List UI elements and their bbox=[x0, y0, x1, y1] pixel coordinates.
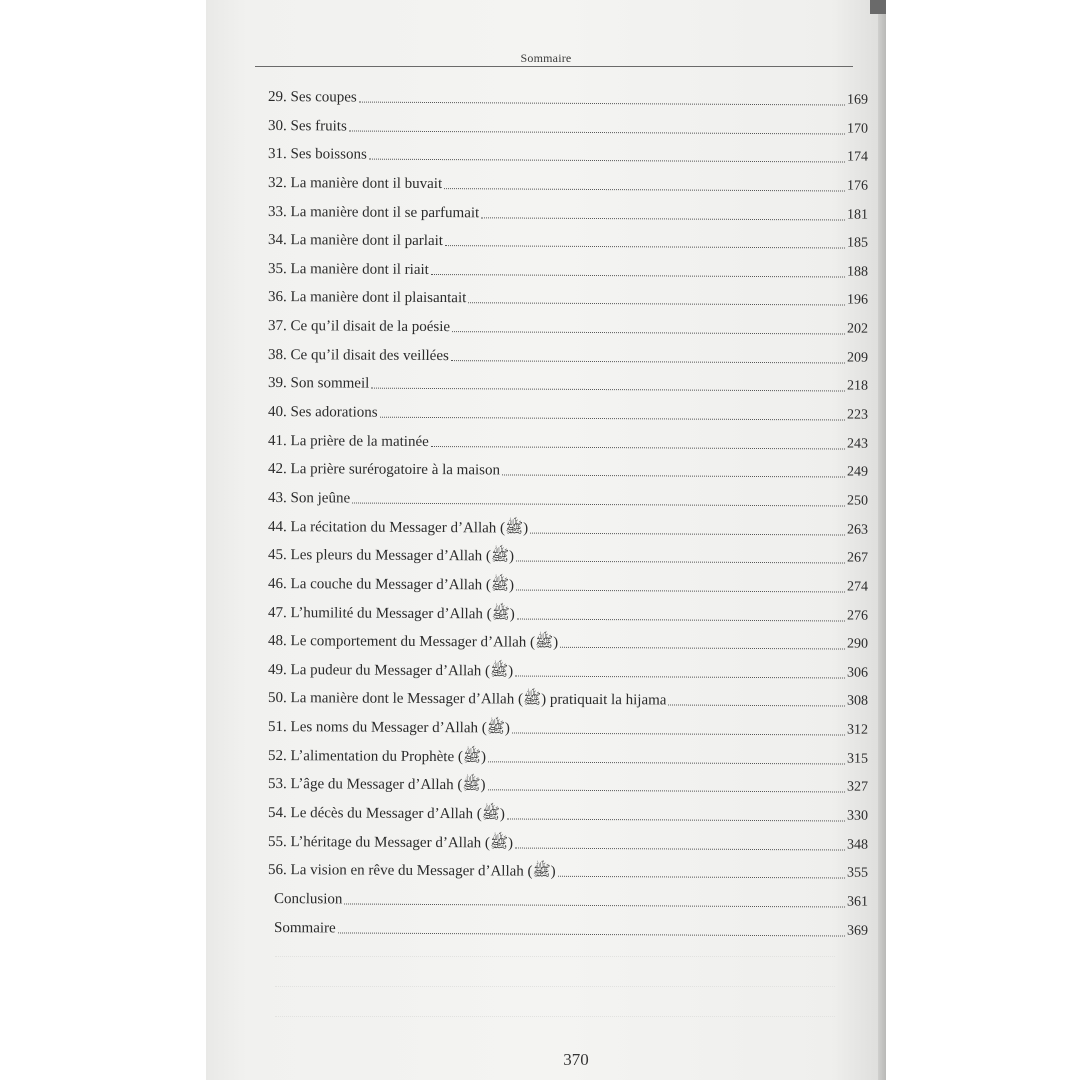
toc-entry-page: 274 bbox=[847, 579, 869, 595]
dot-leader bbox=[445, 244, 845, 248]
dot-leader bbox=[516, 588, 845, 592]
toc-entry bbox=[268, 650, 868, 682]
toc-entry bbox=[268, 335, 868, 367]
toc-entry-page: 348 bbox=[847, 836, 869, 852]
toc-entry-title: 32. La manière dont il buvait bbox=[268, 174, 443, 192]
toc-entry-title: 44. La récitation du Messager d’Allah (ﷺ) bbox=[268, 518, 529, 536]
toc-entry-title: 45. Les pleurs du Messager d’Allah (ﷺ) bbox=[268, 546, 515, 565]
toc-entry-title: 50. La manière dont le Messager d’Allah (ﷺ) pratiquait la hijama bbox=[268, 690, 667, 709]
show-through-line bbox=[275, 1015, 835, 1017]
dot-leader bbox=[558, 875, 845, 879]
dot-leader bbox=[517, 617, 845, 621]
toc-entry-page: 315 bbox=[847, 750, 869, 767]
toc-entry-title: Conclusion bbox=[274, 890, 343, 908]
toc-entry bbox=[268, 478, 868, 510]
toc-entry-page: 243 bbox=[847, 435, 869, 451]
toc-entry-title: 38. Ce qu’il disait des veillées bbox=[268, 346, 449, 364]
dot-leader bbox=[515, 674, 845, 678]
toc-entry-title: Sommaire bbox=[274, 919, 336, 936]
toc-entry-page: 249 bbox=[847, 464, 869, 480]
dot-leader bbox=[481, 216, 845, 220]
toc-entry-page: 223 bbox=[847, 407, 869, 423]
toc-entry bbox=[268, 822, 868, 854]
dot-leader bbox=[515, 846, 845, 850]
toc-entry-title: 37. Ce qu’il disait de la poésie bbox=[268, 317, 451, 335]
toc-entry-title: 49. La pudeur du Messager d’Allah (ﷺ) bbox=[268, 661, 514, 679]
toc-entry bbox=[268, 392, 868, 424]
toc-entry-title: 40. Ses adorations bbox=[268, 403, 378, 421]
page-number: 370 bbox=[563, 1050, 589, 1069]
toc-entry-title: 42. La prière surérogatoire à la maison bbox=[268, 460, 501, 479]
dot-leader bbox=[502, 473, 845, 477]
toc-entry-title: 53. L’âge du Messager d’Allah (ﷺ) bbox=[268, 776, 486, 794]
toc-entry-page: 267 bbox=[847, 550, 869, 566]
dot-leader bbox=[431, 444, 845, 449]
table-of-contents bbox=[268, 77, 868, 936]
show-through-line bbox=[275, 985, 835, 987]
toc-entry bbox=[268, 421, 868, 453]
toc-entry bbox=[268, 106, 868, 138]
toc-entry-page: 218 bbox=[847, 378, 869, 394]
toc-entry-page: 276 bbox=[847, 607, 869, 623]
dot-leader bbox=[338, 931, 845, 936]
dot-leader bbox=[516, 559, 845, 563]
dot-leader bbox=[452, 330, 845, 334]
dot-leader bbox=[380, 415, 845, 420]
header-rule bbox=[255, 66, 853, 67]
dot-leader bbox=[369, 158, 845, 163]
toc-entry-title: 47. L’humilité du Messager d’Allah (ﷺ) bbox=[268, 604, 515, 622]
toc-entry-title: 54. Le décès du Messager d’Allah (ﷺ) bbox=[268, 804, 505, 823]
toc-entry-title: 33. La manière dont il se parfumait bbox=[268, 203, 480, 221]
dot-leader bbox=[349, 129, 845, 134]
toc-entry bbox=[268, 277, 868, 309]
toc-entry-page: 312 bbox=[847, 722, 869, 738]
toc-entry bbox=[268, 564, 868, 596]
toc-entry bbox=[268, 764, 868, 796]
toc-entry-title: 43. Son jeûne bbox=[268, 489, 351, 507]
toc-entry-page: 196 bbox=[847, 292, 869, 308]
toc-entry bbox=[268, 77, 868, 109]
toc-entry bbox=[268, 363, 868, 395]
dot-leader bbox=[530, 531, 845, 535]
toc-entry-page: 185 bbox=[847, 235, 869, 251]
toc-entry-page: 188 bbox=[847, 264, 869, 280]
toc-entry-title: 39. Son sommeil bbox=[268, 375, 370, 392]
toc-entry bbox=[268, 192, 868, 224]
toc-entry-page: 361 bbox=[847, 894, 869, 910]
toc-entry-title: 31. Ses boissons bbox=[268, 145, 367, 163]
dot-leader bbox=[359, 100, 845, 105]
toc-entry-title: 34. La manière dont il parlait bbox=[268, 231, 444, 249]
toc-entry bbox=[268, 449, 868, 481]
page-corner-shadow bbox=[870, 0, 886, 14]
toc-entry bbox=[268, 249, 868, 281]
dot-leader bbox=[444, 187, 845, 191]
toc-entry-page: 169 bbox=[847, 92, 869, 108]
toc-entry-page: 263 bbox=[847, 521, 869, 537]
show-through-line bbox=[275, 955, 835, 957]
running-header: Sommaire bbox=[520, 51, 572, 65]
dot-leader bbox=[431, 272, 845, 277]
toc-entry bbox=[268, 306, 868, 338]
dot-leader bbox=[488, 788, 845, 792]
toc-entry bbox=[268, 163, 868, 195]
toc-entry-title: 29. Ses coupes bbox=[268, 88, 357, 106]
toc-entry-title: 52. L’alimentation du Prophète (ﷺ) bbox=[268, 747, 487, 765]
toc-entry bbox=[268, 621, 868, 653]
toc-entry bbox=[268, 736, 868, 768]
toc-entry-page: 308 bbox=[847, 693, 869, 709]
toc-entry bbox=[268, 535, 868, 567]
toc-entry-title: 41. La prière de la matinée bbox=[268, 432, 429, 450]
toc-entry bbox=[268, 507, 868, 539]
toc-entry bbox=[268, 707, 868, 739]
toc-entry-title: 48. Le comportement du Messager d’Allah (ﷺ) bbox=[268, 632, 559, 651]
toc-entry-page: 209 bbox=[847, 349, 869, 366]
toc-entry bbox=[268, 879, 868, 911]
toc-entry-page: 290 bbox=[847, 636, 869, 652]
toc-entry-page: 170 bbox=[847, 120, 869, 136]
toc-entry-page: 369 bbox=[847, 922, 869, 938]
toc-entry-title: 46. La couche du Messager d’Allah (ﷺ) bbox=[268, 575, 515, 594]
toc-entry-page: 250 bbox=[847, 493, 869, 509]
toc-entry bbox=[268, 850, 868, 882]
page-edge bbox=[878, 0, 886, 1080]
toc-entry bbox=[268, 593, 868, 625]
toc-entry-title: 56. La vision en rêve du Messager d’Allah (ﷺ) bbox=[268, 861, 556, 880]
dot-leader bbox=[344, 902, 845, 907]
dot-leader bbox=[371, 387, 845, 392]
toc-entry-page: 181 bbox=[847, 206, 869, 222]
dot-leader bbox=[560, 646, 845, 650]
toc-entry-title: 30. Ses fruits bbox=[268, 117, 347, 134]
toc-entry-page: 176 bbox=[847, 178, 869, 194]
toc-entry-page: 330 bbox=[847, 808, 869, 824]
toc-entry bbox=[268, 793, 868, 825]
toc-entry bbox=[268, 220, 868, 252]
toc-entry-page: 174 bbox=[847, 149, 869, 165]
toc-entry-page: 355 bbox=[847, 865, 869, 881]
toc-entry-title: 51. Les noms du Messager d’Allah (ﷺ) bbox=[268, 718, 510, 737]
dot-leader bbox=[668, 704, 845, 707]
toc-entry-page: 202 bbox=[847, 321, 869, 337]
toc-entry-title: 36. La manière dont il plaisantait bbox=[268, 289, 467, 307]
toc-entry-title: 35. La manière dont il riait bbox=[268, 260, 429, 278]
dot-leader bbox=[451, 359, 845, 363]
dot-leader bbox=[352, 501, 845, 506]
dot-leader bbox=[488, 760, 845, 764]
toc-entry-title: 55. L’héritage du Messager d’Allah (ﷺ) bbox=[268, 833, 514, 851]
toc-entry bbox=[268, 908, 868, 940]
dot-leader bbox=[507, 817, 845, 821]
toc-entry bbox=[268, 678, 868, 710]
toc-entry bbox=[268, 134, 868, 166]
dot-leader bbox=[468, 301, 845, 305]
toc-entry-page: 306 bbox=[847, 664, 869, 681]
toc-entry-page: 327 bbox=[847, 779, 869, 795]
dot-leader bbox=[512, 731, 845, 735]
